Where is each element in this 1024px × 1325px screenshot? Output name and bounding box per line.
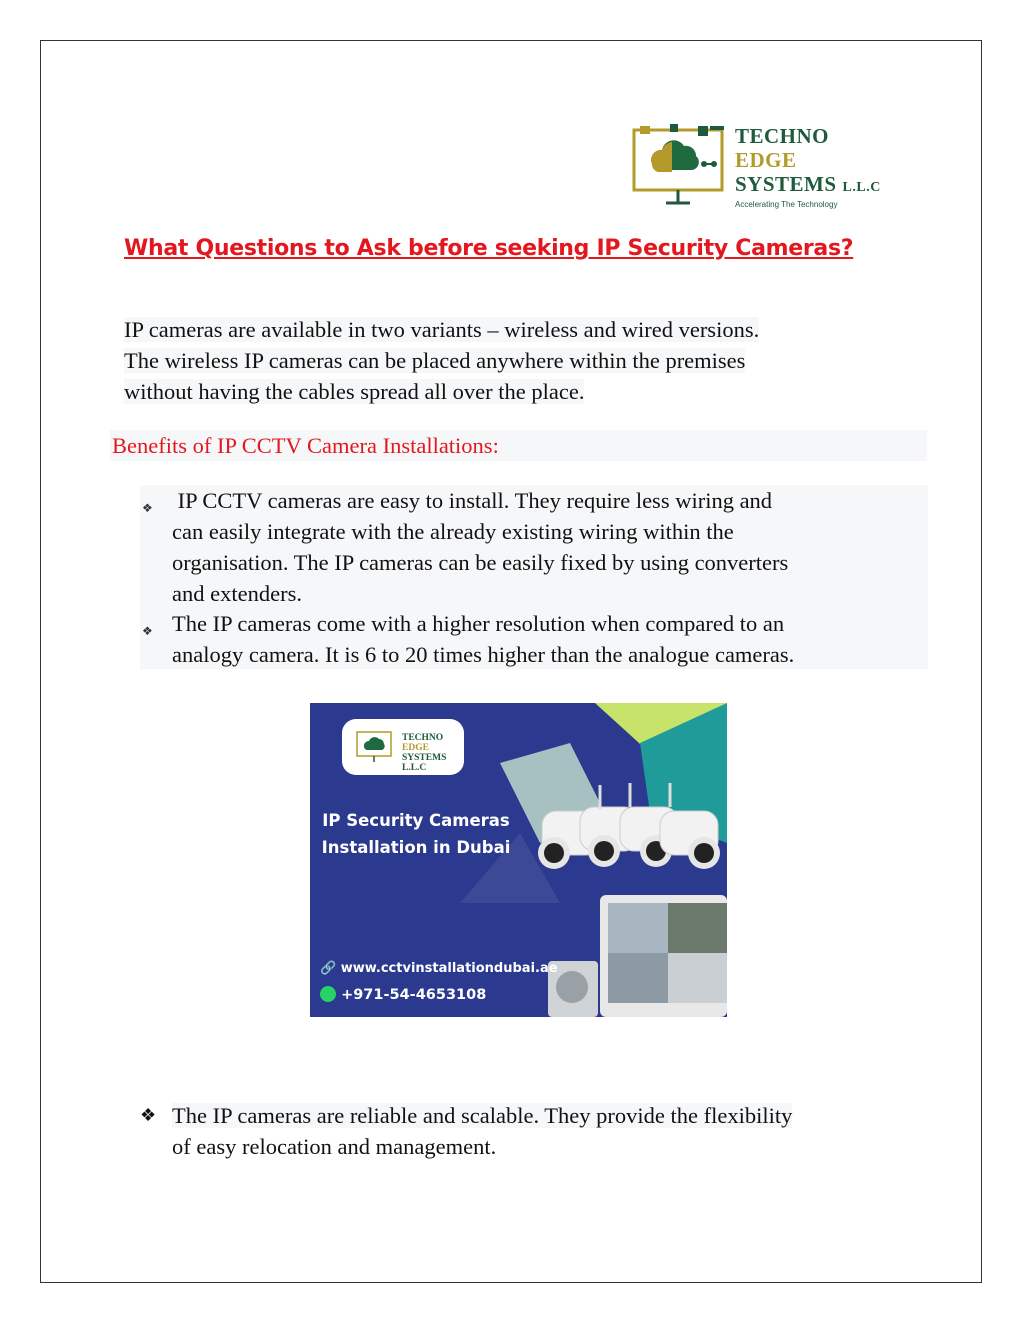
diamond-bullet-icon: ❖ [142, 501, 153, 515]
banner-logo-edge: EDGE [402, 743, 429, 753]
cloud-monitor-logo-icon [632, 124, 732, 208]
banner-title-line: IP Security Cameras [322, 811, 510, 830]
list-item-line: of easy relocation and management. [172, 1134, 497, 1159]
banner-website-text: www.cctvinstallationdubai.ae [340, 961, 558, 976]
list-item-line: analogy camera. It is 6 to 20 times higher than the analogue cameras. [172, 642, 795, 667]
link-icon: 🔗 [320, 961, 337, 976]
list-item-line: The IP cameras are reliable and scalable. They provide the flexibility [172, 1103, 793, 1128]
banner-website [320, 961, 558, 976]
diamond-bullet-icon: ❖ [142, 624, 153, 638]
logo-llc: L.L.C [842, 180, 881, 195]
banner-logo-techno: TECHNO [402, 733, 444, 743]
intro-paragraph [124, 314, 894, 407]
intro-line: IP cameras are available in two variants – wireless and wired versions. [124, 317, 760, 342]
logo-tagline: Accelerating The Technology [735, 200, 838, 209]
intro-line: The wireless IP cameras can be placed anywhere within the premises [124, 348, 746, 373]
promo-banner-image [310, 703, 727, 1017]
company-logo [632, 124, 902, 208]
logo-techno: TECHNO [735, 124, 830, 148]
logo-systems: SYSTEMS [735, 172, 837, 196]
subheading-text: Benefits of IP CCTV Camera Installations: [112, 433, 499, 458]
section-subheading [110, 430, 927, 461]
banner-logo-systems: SYSTEMS L.L.C [402, 753, 447, 773]
banner-phone [320, 986, 486, 1003]
banner-title-line: Installation in Dubai [321, 838, 511, 857]
diamond-bullet-icon: ❖ [140, 1105, 157, 1125]
cloud-monitor-logo-icon [356, 729, 396, 765]
banner-title [310, 807, 522, 861]
list-item-line: and extenders. [172, 581, 302, 606]
logo-edge: EDGE [735, 148, 797, 172]
list-item-line: The IP cameras come with a higher resolution when compared to an [172, 611, 785, 636]
banner-phone-text: +971-54-4653108 [341, 987, 487, 1003]
list-item-line: organisation. The IP cameras can be easily fixed by using converters [172, 550, 789, 575]
list-item-line: can easily integrate with the already existing wiring within the [172, 519, 734, 544]
intro-line: without having the cables spread all over the place. [124, 379, 585, 404]
whatsapp-icon [320, 986, 336, 1002]
banner-logo-card [342, 719, 464, 775]
benefits-list [140, 485, 928, 669]
page-title: What Questions to Ask before seeking IP Security Cameras? [124, 236, 854, 261]
list-item-line: IP CCTV cameras are easy to install. They require less wiring and [172, 488, 773, 513]
